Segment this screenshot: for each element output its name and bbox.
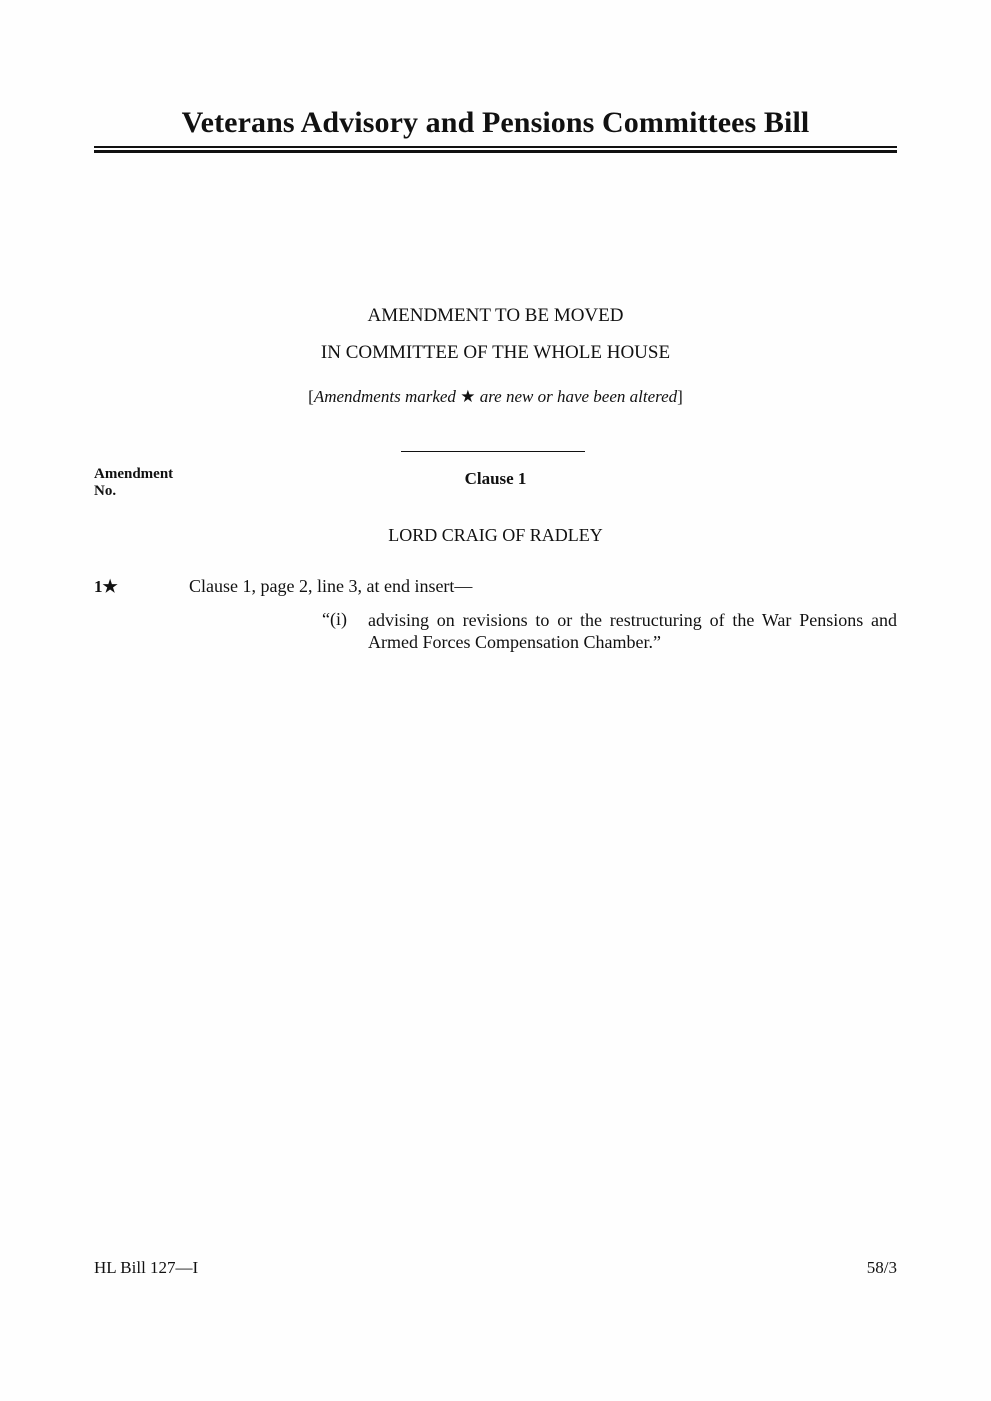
inserted-paragraph-text: advising on revisions to or the restructuring of the War Pensions and Armed Forces Compensation Chamber.” <box>368 610 897 652</box>
page-code: 58/3 <box>866 1258 897 1277</box>
note-bracket-close: ] <box>677 387 683 406</box>
amendment-label-line2: No. <box>94 483 117 499</box>
star-icon: ★ <box>460 387 476 406</box>
amendment-instruction: Clause 1, page 2, line 3, at end insert— <box>189 576 473 596</box>
title-rule-thick <box>94 150 897 153</box>
document-title: Veterans Advisory and Pensions Committees Bill <box>181 106 810 139</box>
bill-reference: HL Bill 127—I <box>94 1258 199 1277</box>
section-divider <box>401 451 585 452</box>
mover-name: LORD CRAIG OF RADLEY <box>388 525 603 545</box>
note-text-after: are new or have been altered <box>475 387 678 406</box>
note-text-before: Amendments marked <box>313 387 461 406</box>
heading-line-1: AMENDMENT TO BE MOVED <box>367 305 624 326</box>
clause-heading: Clause 1 <box>464 469 527 488</box>
inserted-paragraph-label: “(i) <box>322 609 347 629</box>
amendment-label-line1: Amendment <box>94 466 174 482</box>
amendment-number: 1★ <box>94 577 118 596</box>
title-rule-thin <box>94 146 897 148</box>
amendments-note <box>94 387 897 407</box>
heading-line-2: IN COMMITTEE OF THE WHOLE HOUSE <box>320 342 671 363</box>
note-bracket-open: [ <box>308 387 314 406</box>
